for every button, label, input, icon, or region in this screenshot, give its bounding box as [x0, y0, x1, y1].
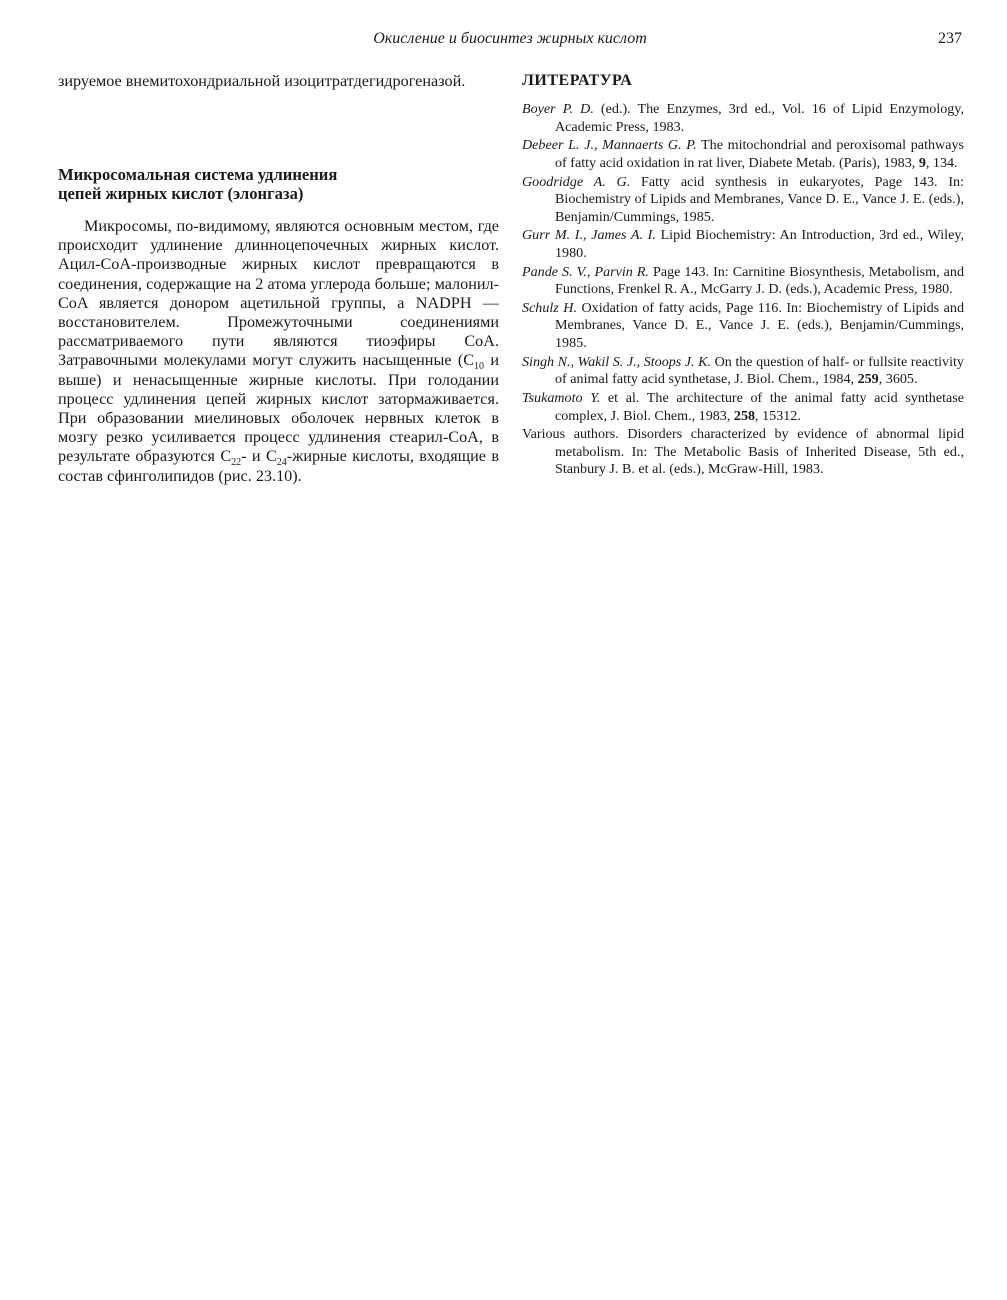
- subscript: 22: [231, 457, 242, 469]
- reference-text: et al. The architecture of the animal fatty acid synthetase complex, J. Biol. Chem., 1983,: [555, 390, 964, 424]
- reference-item: [522, 264, 964, 299]
- reference-authors: Gurr M. I., James A. I.: [522, 227, 656, 244]
- reference-item: [522, 426, 964, 479]
- continuation-paragraph: зируемое внемитохондриальной изоцитратдегидрогеназой.: [58, 72, 466, 90]
- page-number: 237: [938, 30, 962, 47]
- reference-pages: , 134.: [925, 154, 958, 171]
- subscript: 24: [276, 457, 287, 469]
- reference-text: On the question of half- or fullsite reactivity of animal fatty acid synthetase, J. Biol. Chem., 1984,: [555, 353, 964, 388]
- reference-authors: Schulz H.: [522, 299, 577, 316]
- left-column: [58, 72, 499, 486]
- reference-authors: Tsukamoto Y.: [522, 390, 601, 407]
- section-heading: [58, 165, 499, 203]
- reference-authors: Singh N., Wakil S. J., Stoops J. K.: [522, 353, 712, 370]
- body-text: -жирные кислоты, входящие в состав сфинголипидов (рис. 23.10).: [58, 447, 500, 485]
- reference-item: [522, 101, 964, 136]
- references-column: [522, 72, 964, 480]
- reference-text: Page 143. In: Carnitine Biosynthesis, Metabolism, and Functions, Frenkel R. A., McGarry J. D. (eds.), Academic Press, 1980.: [555, 263, 964, 298]
- reference-item: [522, 300, 964, 353]
- reference-item: [522, 137, 964, 172]
- reference-authors: Debeer L. J., Mannaerts G. P.: [522, 137, 697, 154]
- reference-authors: Pande S. V., Parvin R.: [522, 263, 649, 280]
- reference-text: Lipid Biochemistry: An Introduction, 3rd ed., Wiley, 1980.: [555, 227, 964, 261]
- running-title: Окисление и биосинтез жирных кислот: [373, 30, 647, 47]
- reference-text: The mitochondrial and peroxisomal pathways of fatty acid oxidation in rat liver, Diabete Metab. (Paris), 1983,: [555, 137, 964, 171]
- reference-text: (ed.). The Enzymes, 3rd ed., Vol. 16 of Lipid Enzymology, Academic Press, 1983.: [555, 101, 964, 135]
- body-text: - и C: [241, 447, 277, 466]
- section-body-paragraph: [58, 217, 499, 486]
- reference-text: Various authors. Disorders characterized by evidence of abnormal lipid metabolism. In: The Metabolic Basis of Inherited Disease, 5th ed., Stanbury J. B. et al. (eds.), McGraw-Hill, 1983.: [522, 426, 964, 478]
- reference-item: [522, 354, 964, 389]
- reference-authors: Goodridge A. G.: [522, 173, 631, 190]
- reference-authors: Boyer P. D.: [522, 101, 594, 117]
- section-heading-line: Микросомальная система удлинения: [58, 165, 338, 184]
- reference-item: [522, 390, 964, 425]
- reference-volume: 259: [857, 371, 879, 388]
- reference-volume: 9: [918, 154, 926, 171]
- body-text: Микросомы, по-видимому, являются основным местом, где происходит удлинение длинноцепочечных жирных кислот. Ацил-CoA-производные жирных кислот превращаются в соединения, содержащие на 2 атома углерода больше; малонил-CoA является донором ацетильной группы, а NADPH — восстановителем. Промежуточными соединениями рассматриваемого пути являются тиоэфиры CoA. Затравочными молекулами могут служить насыщенные (C: [58, 217, 499, 370]
- reference-pages: , 15312.: [755, 407, 801, 424]
- running-header: [58, 30, 962, 54]
- reference-pages: , 3605.: [878, 371, 918, 388]
- subscript: 10: [474, 361, 485, 373]
- reference-text: Fatty acid synthesis in eukaryotes, Page 143. In: Biochemistry of Lipids and Membranes, Vance D. E., Vance J. E. (eds.), Benjamin/Cummings, 1985.: [555, 173, 964, 225]
- reference-text: Oxidation of fatty acids, Page 116. In: Biochemistry of Lipids and Membranes, Vance D. E., Vance J. E. (eds.), Benjamin/Cummings, 1985.: [555, 299, 964, 351]
- reference-item: [522, 227, 964, 262]
- reference-volume: 258: [733, 407, 756, 424]
- reference-item: [522, 174, 964, 227]
- body-text: и выше) и ненасыщенные жирные кислоты. При голодании процесс удлинения цепей жирных кислот затормаживается. При образовании миелиновых оболочек нервных клеток в мозгу резко усиливается процесс удлинения стеарил-CoA, в результате образуются C: [58, 351, 499, 466]
- references-heading: ЛИТЕРАТУРА: [522, 72, 633, 89]
- section-heading-line: цепей жирных кислот (элонгаза): [58, 184, 304, 203]
